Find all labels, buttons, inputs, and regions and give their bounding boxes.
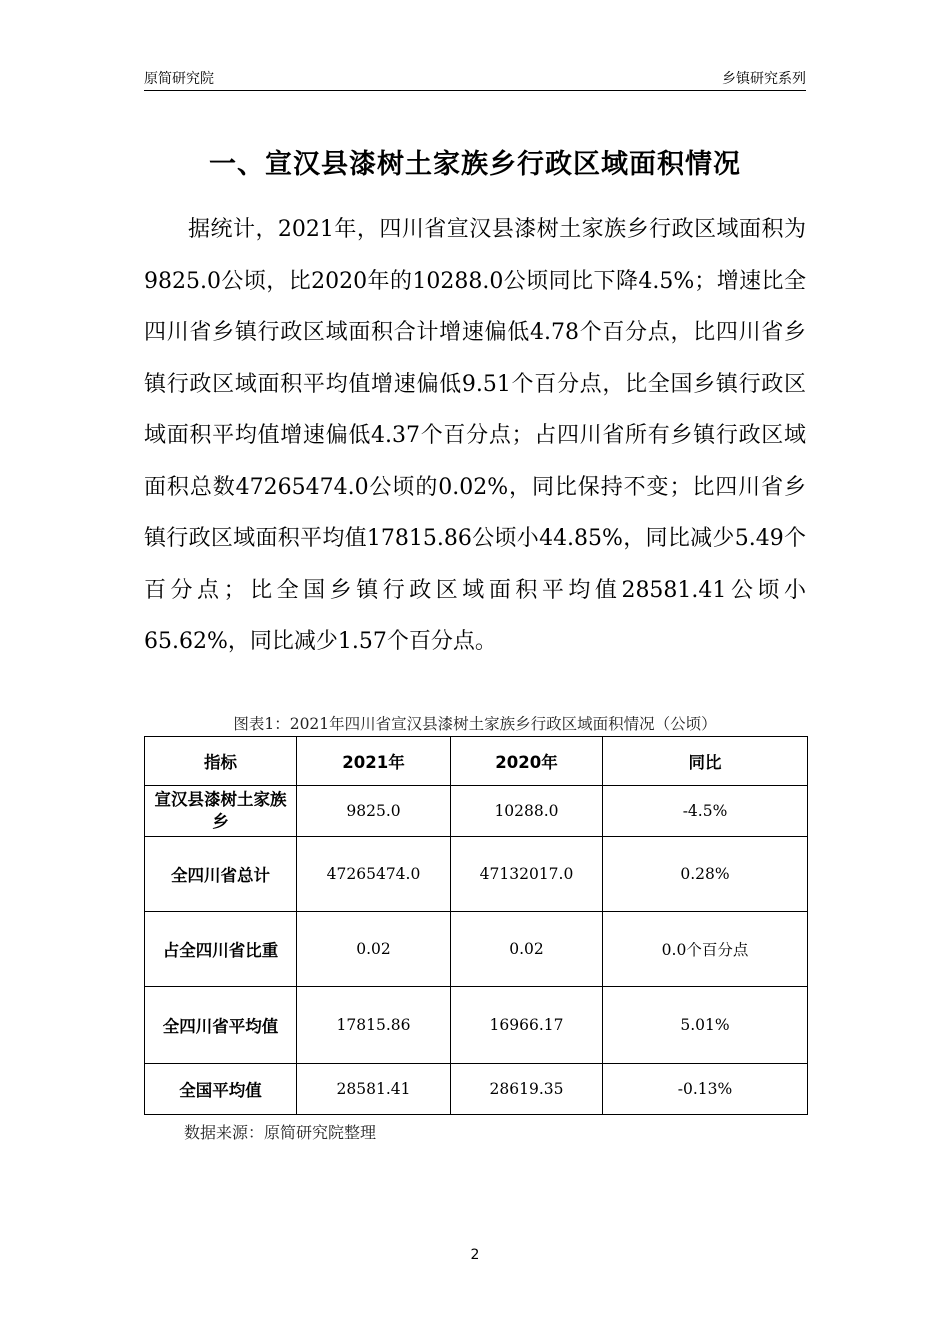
header-org: 原简研究院 [144, 71, 214, 87]
table-row [145, 912, 808, 987]
header-series: 乡镇研究系列 [722, 71, 806, 87]
cell-yoy: -0.13% [603, 1064, 808, 1115]
cell-yoy: 0.0个百分点 [603, 912, 808, 987]
cell-2021: 0.02 [297, 912, 451, 987]
row-label: 全四川省平均值 [145, 987, 297, 1064]
cell-2020: 47132017.0 [451, 837, 603, 912]
row-label: 全国平均值 [145, 1064, 297, 1115]
data-table [144, 736, 808, 1115]
data-source-note: 数据来源：原简研究院整理 [184, 1123, 377, 1142]
cell-yoy: 5.01% [603, 987, 808, 1064]
section-title: 一、宣汉县漆树土家族乡行政区域面积情况 [209, 149, 741, 180]
page-header [144, 66, 806, 91]
cell-2021: 28581.41 [297, 1064, 451, 1115]
header-yoy: 同比 [603, 737, 808, 786]
header-indicator: 指标 [145, 737, 297, 786]
page-number: 2 [470, 1247, 480, 1263]
cell-2021: 17815.86 [297, 987, 451, 1064]
cell-2021: 9825.0 [297, 786, 451, 837]
cell-yoy: -4.5% [603, 786, 808, 837]
cell-2020: 16966.17 [451, 987, 603, 1064]
header-2020: 2020年 [451, 737, 603, 786]
row-label: 宣汉县漆树土家族乡 [145, 786, 297, 837]
cell-2020: 28619.35 [451, 1064, 603, 1115]
cell-2021: 47265474.0 [297, 837, 451, 912]
cell-2020: 10288.0 [451, 786, 603, 837]
table-header-row [145, 737, 808, 786]
body-paragraph: 据统计，2021年，四川省宣汉县漆树土家族乡行政区域面积为9825.0公顷，比2020年的10288.0公顷同比下降4.5%；增速比全四川省乡镇行政区域面积合计增速偏低4.78个百分点，比四川省乡镇行政区域面积平均值增速偏低9.51个百分点，比全国乡镇行政区域面积平均值增速偏低4.37个百分点；占四川省所有乡镇行政区域面积总数47265474.0公顷的0.02%，同比保持不变；比四川省乡镇行政区域面积平均值17815.86公顷小44.85%，同比减少5.49个百分点；比全国乡镇行政区域面积平均值28581.41公顷小65.62%，同比减少1.57个百分点。 [144, 217, 806, 654]
row-label: 全四川省总计 [145, 837, 297, 912]
table-row [145, 786, 808, 837]
table-row [145, 987, 808, 1064]
table-caption: 图表1：2021年四川省宣汉县漆树土家族乡行政区域面积情况（公顷） [233, 715, 717, 733]
table-row [145, 1064, 808, 1115]
cell-yoy: 0.28% [603, 837, 808, 912]
row-label: 占全四川省比重 [145, 912, 297, 987]
header-2021: 2021年 [297, 737, 451, 786]
cell-2020: 0.02 [451, 912, 603, 987]
table-row [145, 837, 808, 912]
